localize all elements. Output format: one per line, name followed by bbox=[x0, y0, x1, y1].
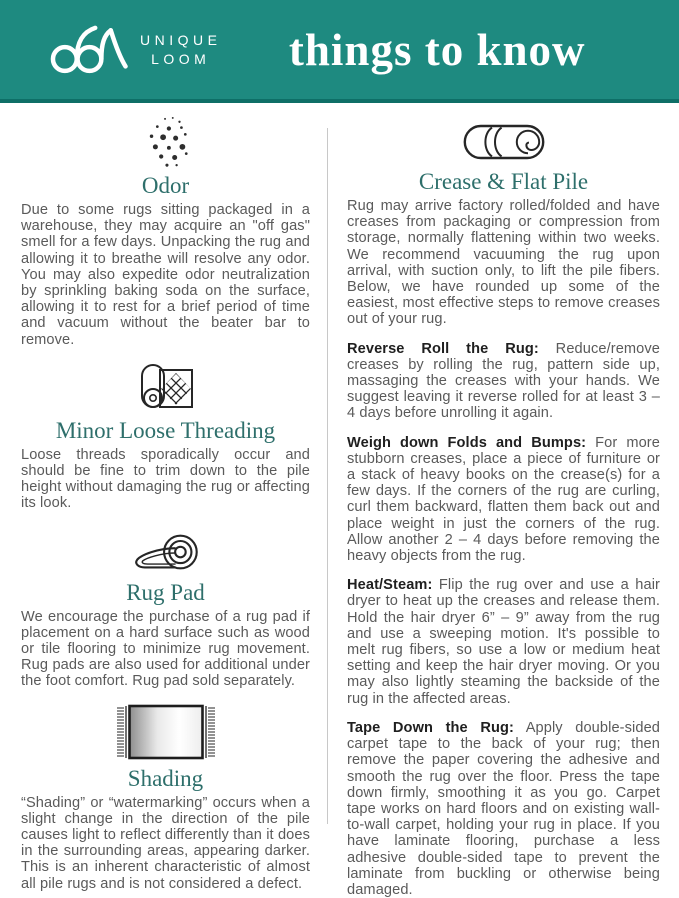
tip-weigh-down bbox=[347, 435, 660, 565]
left-column bbox=[21, 116, 310, 892]
unique-loom-loops-icon bbox=[46, 21, 128, 79]
unrolling-rug-icon bbox=[21, 359, 310, 415]
crease-body: Rug may arrive factory rolled/folded and have creases from packaging or compression from storage, normally flattening within two weeks. We recommend vacuuming the rug upon arrival, with suction only, to lift the pile fibers. Below, we have rounded up some of the easiest, most effective steps to remove creases out of your rug. bbox=[347, 198, 660, 328]
section-minor-loose-threading bbox=[21, 359, 310, 512]
tip-heat-steam bbox=[347, 577, 660, 707]
tip-heat-steam-lead: Heat/Steam: bbox=[347, 577, 433, 594]
threading-body: Loose threads sporadically occur and should be fine to trim down to the pile height without damaging the rug or affecting its look. bbox=[21, 446, 310, 512]
crease-heading: Crease & Flat Pile bbox=[418, 169, 589, 194]
brand-line-2: LOOM bbox=[151, 50, 211, 67]
shading-body: “Shading” or “watermarking” occurs when a slight change in the direction of the pile causes light to reflect differently than it does in the surrounding areas, appearing darker. This is an inherent characteristic of almost all pile rugs and is not considered a defect. bbox=[21, 794, 310, 892]
right-column bbox=[347, 116, 661, 898]
threading-heading: Minor Loose Threading bbox=[55, 417, 276, 443]
brand-line-1: UNIQUE bbox=[140, 32, 222, 49]
section-shading bbox=[21, 699, 310, 892]
tip-weigh-down-lead: Weigh down Folds and Bumps: bbox=[347, 434, 587, 451]
page-title: things to know bbox=[288, 24, 586, 75]
tip-reverse-roll-lead: Reverse Roll the Rug: bbox=[347, 340, 539, 357]
column-divider bbox=[327, 128, 328, 824]
tip-weigh-down-body: For more stubborn creases, place a piece of furniture or a stack of heavy books on the crease(s) for a few days. If the corners of the rug are curling, curl them backward, flatten them back out and place weight in just the corners of the rug. Allow another 2 – 4 days before removing the heavy objects from the rug. bbox=[347, 434, 660, 565]
tip-tape-down-lead: Tape Down the Rug: bbox=[347, 719, 514, 736]
odor-body: Due to some rugs sitting packaged in a warehouse, they may acquire an "off gas" smell for a few days. Unpacking the rug and allowing it to breathe will resolve any odor. You may also expedite odor neutralization by sprinkling baking soda on the surface, allowing it to rest for a brief period of time and vacuum without the beater bar to remove. bbox=[21, 202, 310, 348]
tip-tape-down-body: Apply double-sided carpet tape to the back of your rug; then remove the paper covering the adhesive and smooth the rug over the floor. Press the tape down firmly, smoothing it as you go. Carpet tape works on hard floors and on existing wall-to-wall carpet, holding your rug in place. If you have laminate flooring, purchase a less adhesive double-sided tape to prevent the laminate from buckling or otherwise being damaged. bbox=[347, 719, 661, 898]
odor-dots-icon bbox=[21, 116, 310, 170]
tip-reverse-roll bbox=[347, 341, 660, 422]
shaded-rug-icon bbox=[21, 699, 310, 763]
tip-heat-steam-body: Flip the rug over and use a hair dryer to heat up the creases and release them. Hold the hair dryer 6” – 9” away from the rug and use a sweeping motion. It's possible to melt rug fibers, so use a low or medium heat setting and keep the hair dryer moving. Or you may also lightly steaming the backside of the rug in the affected areas. bbox=[347, 577, 660, 707]
brand-name bbox=[140, 31, 221, 67]
section-crease-flat-pile bbox=[347, 116, 660, 328]
section-odor bbox=[21, 116, 310, 348]
rolled-rug-icon bbox=[347, 116, 660, 166]
content-area bbox=[0, 103, 679, 898]
section-rug-pad bbox=[21, 525, 310, 690]
rug-pad-roll-icon bbox=[21, 525, 310, 577]
tip-reverse-roll-body: Reduce/remove creases by rolling the rug, pattern side up, massaging the creases with your hands. We suggest leaving it reverse rolled for at least 3 – 4 days before unrolling it again. bbox=[347, 340, 660, 422]
rug-pad-heading: Rug Pad bbox=[126, 579, 205, 605]
unique-loom-logo bbox=[46, 21, 221, 79]
odor-heading: Odor bbox=[141, 173, 190, 198]
header-banner bbox=[0, 0, 679, 103]
shading-heading: Shading bbox=[127, 765, 204, 791]
rug-pad-body: We encourage the purchase of a rug pad if placement on a hard surface such as wood or tile flooring to minimize rug movement. Rug pads are also used for additional under the foot comfort. Rug pad sold separately. bbox=[21, 608, 310, 690]
tip-tape-down bbox=[347, 720, 660, 898]
